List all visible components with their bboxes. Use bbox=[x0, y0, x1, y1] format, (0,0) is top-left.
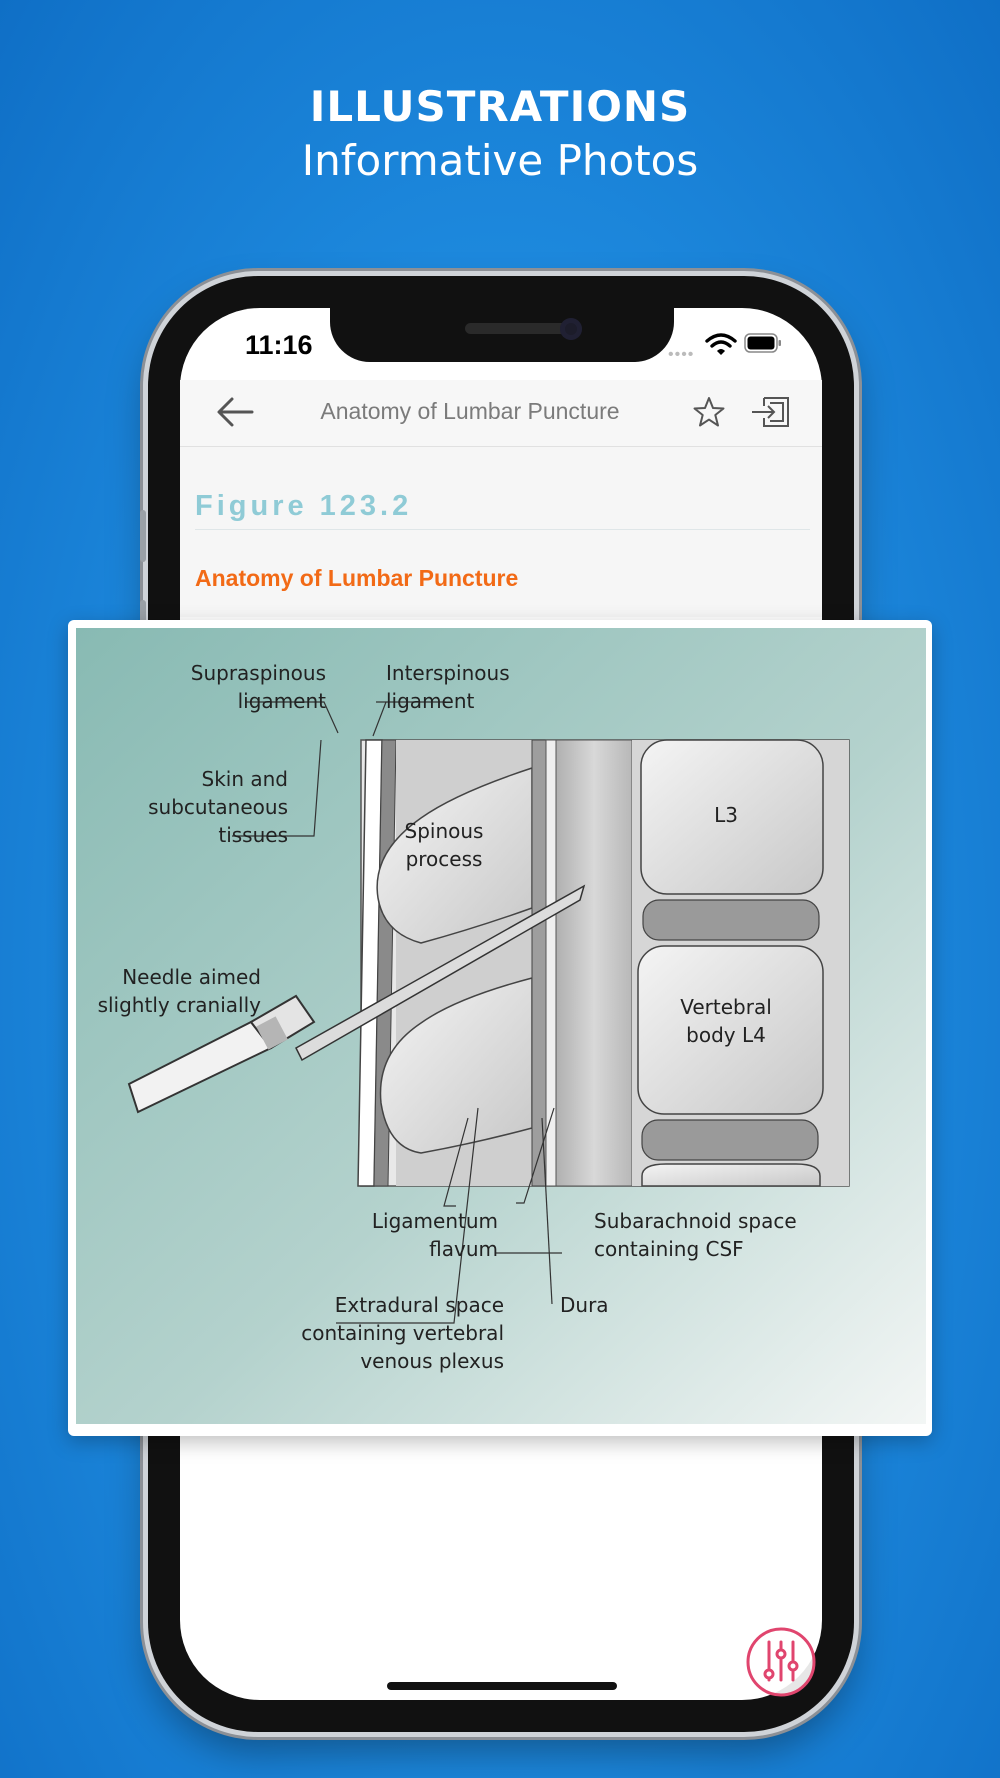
notch bbox=[330, 308, 674, 362]
promo-title: ILLUSTRATIONS bbox=[309, 82, 691, 131]
figure-title: Anatomy of Lumbar Puncture bbox=[195, 565, 519, 591]
label-skin: Skin and subcutaneous tissues bbox=[148, 767, 288, 847]
signal-icon: •••• bbox=[668, 346, 695, 363]
status-time: 11:16 bbox=[245, 330, 313, 360]
label-needle: Needle aimed slightly cranially bbox=[97, 965, 261, 1017]
ligamentum-flavum bbox=[532, 740, 546, 1186]
label-vertebral-body: Vertebral body L4 bbox=[680, 995, 772, 1047]
label-interspinous: Interspinous ligament bbox=[386, 661, 510, 713]
speaker-grille bbox=[465, 323, 575, 334]
disc-2 bbox=[642, 1120, 818, 1160]
exit-icon[interactable] bbox=[750, 396, 790, 428]
label-dura: Dura bbox=[560, 1293, 609, 1317]
label-l3: L3 bbox=[714, 803, 738, 827]
label-subarachnoid: Subarachnoid space containing CSF bbox=[594, 1209, 797, 1261]
figure-number: Figure 123.2 bbox=[195, 490, 413, 522]
filter-sliders-icon[interactable] bbox=[745, 1626, 817, 1698]
back-arrow-icon[interactable] bbox=[216, 396, 254, 428]
figure-divider bbox=[195, 529, 810, 530]
nav-title: Anatomy of Lumbar Puncture bbox=[320, 398, 620, 424]
subarachnoid-canal bbox=[556, 740, 632, 1186]
wifi-icon bbox=[705, 332, 737, 356]
vertebra-l5 bbox=[642, 1164, 820, 1186]
star-icon[interactable] bbox=[693, 396, 725, 428]
label-spinous: Spinous process bbox=[404, 819, 484, 871]
home-indicator[interactable] bbox=[387, 1682, 617, 1690]
promo-subtitle: Informative Photos bbox=[301, 136, 699, 185]
label-ligamentum-flavum: Ligamentum flavum bbox=[371, 1209, 498, 1261]
battery-icon bbox=[744, 333, 782, 353]
label-extradural: Extradural space containing vertebral venous plexus bbox=[301, 1293, 504, 1373]
front-camera bbox=[560, 318, 582, 340]
label-supraspinous: Supraspinous ligament bbox=[190, 661, 326, 713]
side-button bbox=[140, 510, 146, 562]
lumbar-puncture-illustration bbox=[76, 628, 926, 1424]
disc-1 bbox=[643, 900, 819, 940]
